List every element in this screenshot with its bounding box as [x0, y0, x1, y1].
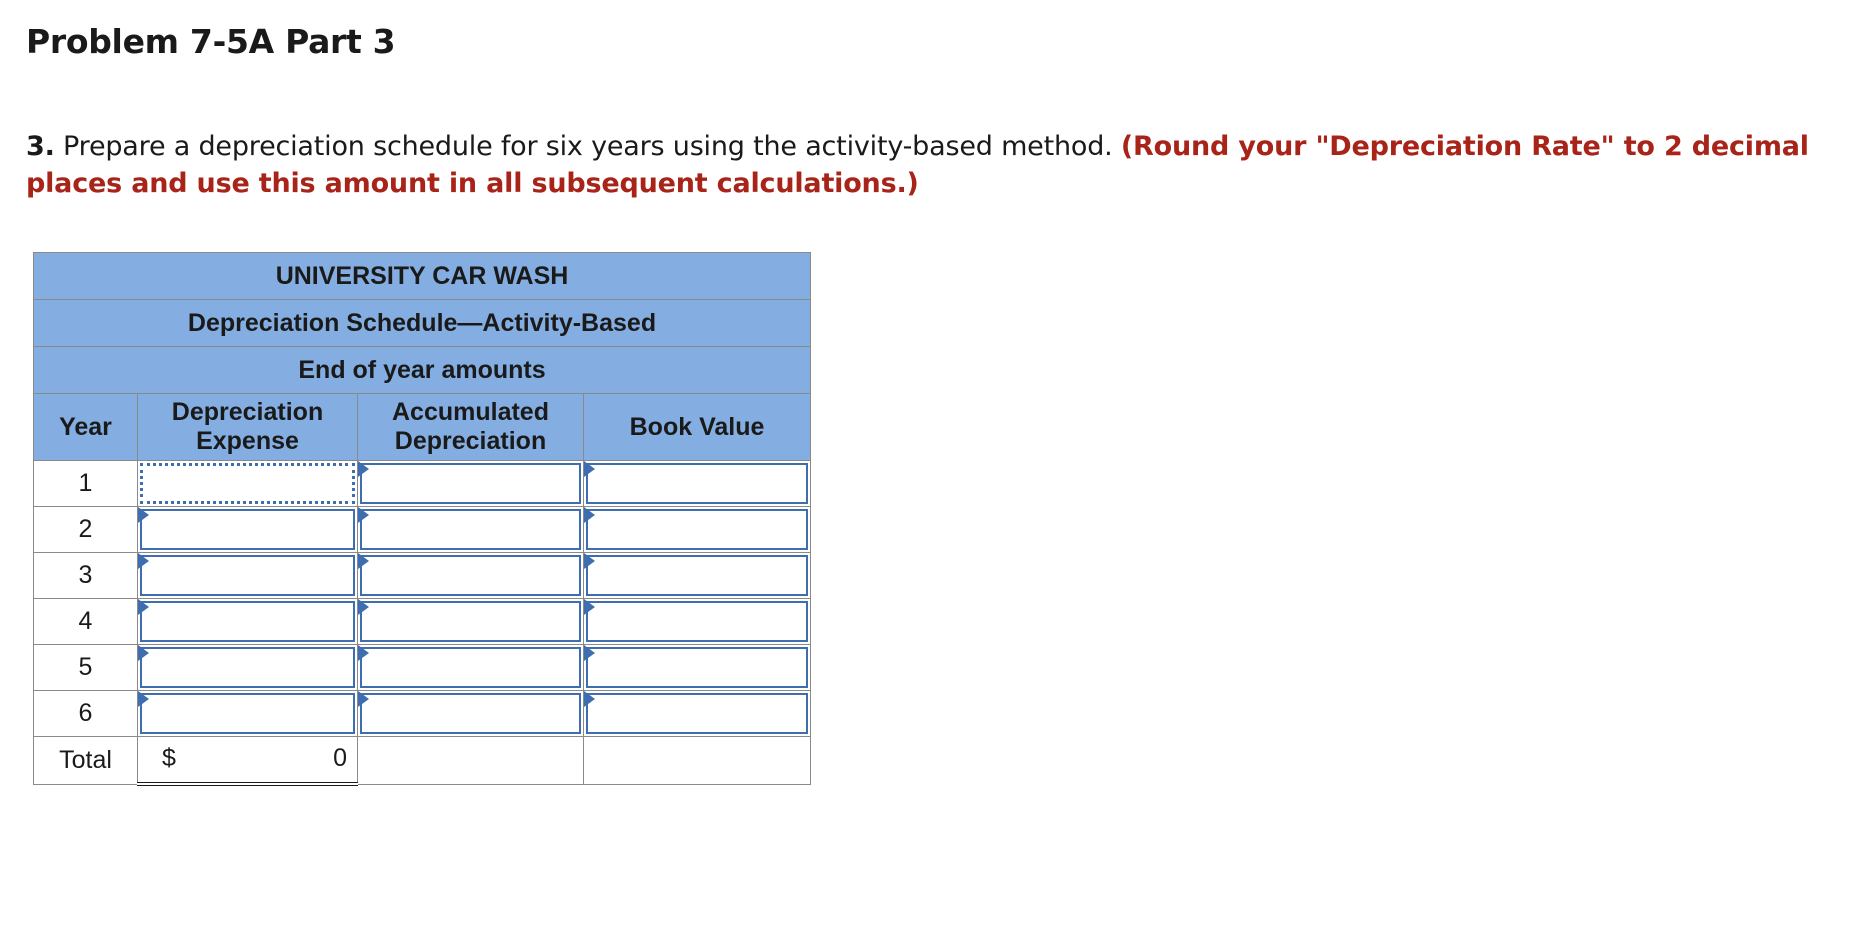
- rounding-note: (Round your "Depreciation Rate" to 2 decimal places and use this amount in all subsequent calculations.): [26, 131, 1809, 199]
- accumulated-depreciation-cell: [358, 507, 584, 553]
- table-row: [34, 599, 811, 645]
- book-value-input[interactable]: [586, 693, 808, 734]
- year-cell: 1: [34, 461, 138, 507]
- schedule-subheading: End of year amounts: [34, 347, 811, 394]
- dropdown-triangle-icon[interactable]: [584, 691, 595, 707]
- book-value-input[interactable]: [586, 463, 808, 504]
- total-label: Total: [34, 737, 138, 785]
- col-header-accumulated-depreciation-line1: Accumulated: [392, 398, 549, 426]
- book-value-input[interactable]: [586, 647, 808, 688]
- col-header-depreciation-expense: [138, 394, 358, 461]
- currency-symbol: $: [162, 744, 176, 772]
- depreciation-expense-input[interactable]: [140, 555, 355, 596]
- accumulated-depreciation-cell: [358, 553, 584, 599]
- dropdown-triangle-icon[interactable]: [138, 599, 149, 615]
- dropdown-triangle-icon[interactable]: [584, 553, 595, 569]
- col-header-book-value: Book Value: [584, 394, 811, 461]
- page-title: Problem 7-5A Part 3: [26, 22, 396, 61]
- year-cell: 4: [34, 599, 138, 645]
- accumulated-depreciation-input[interactable]: [360, 601, 581, 642]
- book-value-cell: [584, 691, 811, 737]
- total-accumulated-depreciation: [358, 737, 584, 785]
- book-value-input[interactable]: [586, 509, 808, 550]
- accumulated-depreciation-input[interactable]: [360, 463, 581, 504]
- accumulated-depreciation-input[interactable]: [360, 693, 581, 734]
- dropdown-triangle-icon[interactable]: [584, 507, 595, 523]
- company-name: UNIVERSITY CAR WASH: [34, 253, 811, 300]
- accumulated-depreciation-cell: [358, 599, 584, 645]
- book-value-input[interactable]: [586, 601, 808, 642]
- dropdown-triangle-icon[interactable]: [358, 507, 369, 523]
- dropdown-triangle-icon[interactable]: [138, 507, 149, 523]
- year-cell: 2: [34, 507, 138, 553]
- depreciation-expense-input[interactable]: [140, 647, 355, 688]
- accumulated-depreciation-input[interactable]: [360, 509, 581, 550]
- depreciation-expense-cell: [138, 599, 358, 645]
- total-row: [34, 737, 811, 785]
- col-header-year: Year: [34, 394, 138, 461]
- accumulated-depreciation-cell: [358, 645, 584, 691]
- book-value-cell: [584, 599, 811, 645]
- instruction-number: 3.: [26, 131, 55, 162]
- total-depreciation-value: 0: [333, 744, 347, 772]
- col-header-accumulated-depreciation-line2: Depreciation: [394, 427, 547, 455]
- depreciation-expense-cell: [138, 645, 358, 691]
- dropdown-triangle-icon[interactable]: [138, 691, 149, 707]
- dropdown-triangle-icon[interactable]: [358, 645, 369, 661]
- depreciation-expense-input[interactable]: [140, 601, 355, 642]
- depreciation-expense-input[interactable]: [140, 693, 355, 734]
- dropdown-triangle-icon[interactable]: [584, 645, 595, 661]
- year-cell: 6: [34, 691, 138, 737]
- accumulated-depreciation-cell: [358, 691, 584, 737]
- depreciation-expense-cell: [138, 691, 358, 737]
- table-row: [34, 691, 811, 737]
- total-book-value: [584, 737, 811, 785]
- depreciation-expense-cell: [138, 461, 358, 507]
- dropdown-triangle-icon[interactable]: [358, 599, 369, 615]
- dropdown-triangle-icon[interactable]: [584, 599, 595, 615]
- instructions: [26, 128, 1846, 202]
- col-header-depreciation-expense-line1: Depreciation: [171, 398, 324, 426]
- schedule-heading: Depreciation Schedule—Activity-Based: [34, 300, 811, 347]
- accumulated-depreciation-input[interactable]: [360, 647, 581, 688]
- depreciation-schedule-table: [33, 252, 811, 786]
- total-depreciation-expense: [138, 737, 358, 785]
- table-row: [34, 645, 811, 691]
- year-cell: 5: [34, 645, 138, 691]
- book-value-cell: [584, 507, 811, 553]
- depreciation-expense-input[interactable]: [140, 463, 355, 504]
- table-row: [34, 461, 811, 507]
- col-header-accumulated-depreciation: [358, 394, 584, 461]
- dropdown-triangle-icon[interactable]: [358, 691, 369, 707]
- col-header-depreciation-expense-line2: Expense: [196, 427, 299, 455]
- book-value-cell: [584, 461, 811, 507]
- table-row: [34, 507, 811, 553]
- accumulated-depreciation-cell: [358, 461, 584, 507]
- table-row: [34, 553, 811, 599]
- book-value-cell: [584, 553, 811, 599]
- dropdown-triangle-icon[interactable]: [584, 461, 595, 477]
- book-value-input[interactable]: [586, 555, 808, 596]
- dropdown-triangle-icon[interactable]: [358, 553, 369, 569]
- dropdown-triangle-icon[interactable]: [138, 645, 149, 661]
- dropdown-triangle-icon[interactable]: [138, 553, 149, 569]
- depreciation-expense-cell: [138, 553, 358, 599]
- depreciation-expense-input[interactable]: [140, 509, 355, 550]
- accumulated-depreciation-input[interactable]: [360, 555, 581, 596]
- book-value-cell: [584, 645, 811, 691]
- year-cell: 3: [34, 553, 138, 599]
- depreciation-expense-cell: [138, 507, 358, 553]
- instruction-text: Prepare a depreciation schedule for six years using the activity-based method.: [54, 131, 1121, 162]
- dropdown-triangle-icon[interactable]: [358, 461, 369, 477]
